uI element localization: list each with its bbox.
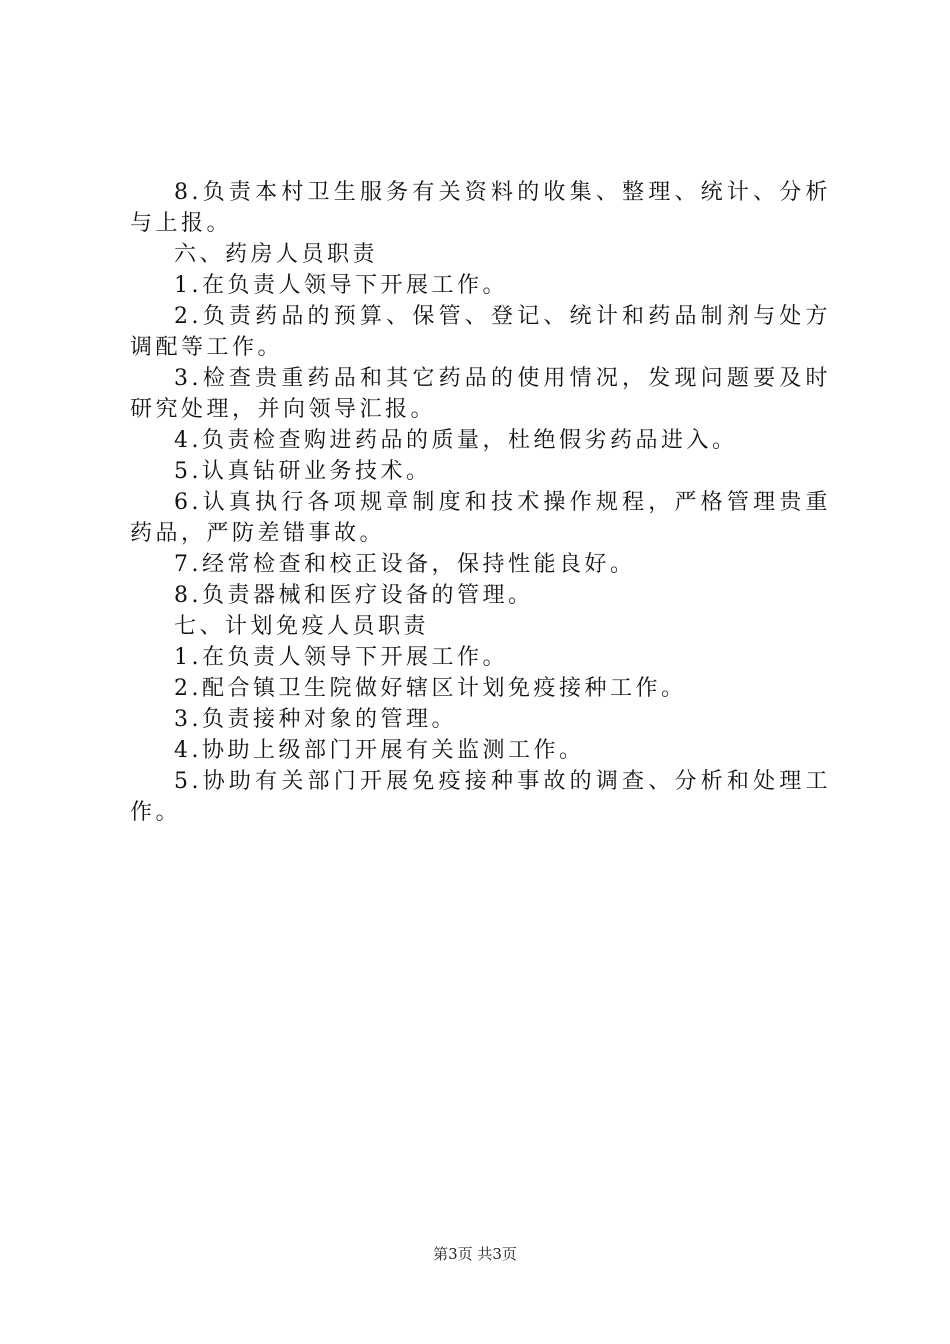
paragraph-village-health-records: 8.负责本村卫生服务有关资料的收集、整理、统计、分析与上报。 [130, 180, 831, 236]
paragraph: 3.检查贵重药品和其它药品的使用情况，发现问题要及时研究处理，并向领导汇报。 [130, 366, 831, 422]
paragraph: 1.在负责人领导下开展工作。 [174, 273, 508, 298]
paragraph: 1.在负责人领导下开展工作。 [174, 645, 508, 670]
paragraph: 4.协助上级部门开展有关监测工作。 [174, 738, 585, 763]
paragraph: 3.负责接种对象的管理。 [174, 707, 457, 732]
page-footer [0, 1244, 950, 1264]
paragraph: 2.负责药品的预算、保管、登记、统计和药品制剂与处方调配等工作。 [130, 304, 831, 360]
paragraph: 5.协助有关部门开展免疫接种事故的调查、分析和处理工作。 [130, 769, 831, 825]
paragraph: 7.经常检查和校正设备，保持性能良好。 [174, 552, 636, 577]
document-body [130, 177, 831, 828]
paragraph: 8.负责器械和医疗设备的管理。 [174, 583, 534, 608]
paragraph: 2.配合镇卫生院做好辖区计划免疫接种工作。 [174, 676, 687, 701]
paragraph: 4.负责检查购进药品的质量，杜绝假劣药品进入。 [174, 428, 738, 453]
section-heading-immunization-duties: 七、计划免疫人员职责 [174, 614, 430, 639]
paragraph: 5.认真钻研业务技术。 [174, 459, 432, 484]
section-heading-pharmacy-duties: 六、药房人员职责 [174, 242, 379, 267]
page-number-label: 第3页 共3页 [433, 1245, 517, 1263]
paragraph: 6.认真执行各项规章制度和技术操作规程，严格管理贵重药品，严防差错事故。 [130, 490, 831, 546]
